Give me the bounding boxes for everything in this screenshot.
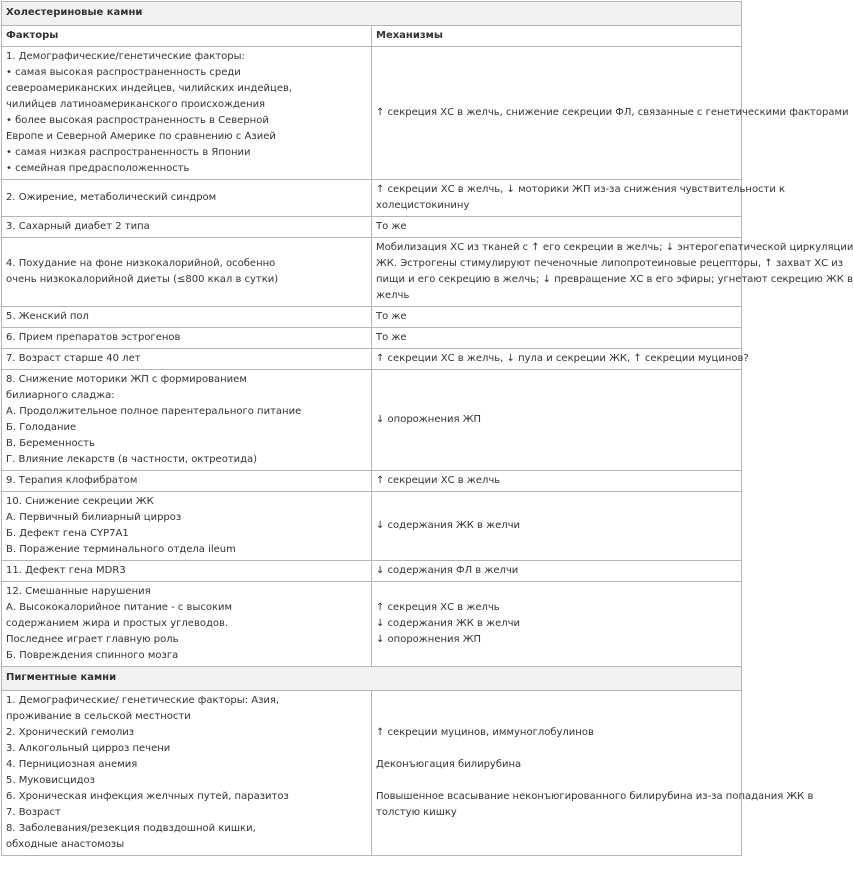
cell-line: билиарного сладжа: xyxy=(6,390,115,401)
cell-line: Г. Влияние лекарств (в частности, октреотида) xyxy=(6,454,258,465)
cell-line: 5. Женский пол xyxy=(6,311,89,322)
cell-line: Б. Повреждения спинного мозга xyxy=(6,650,179,661)
mechanism-cell xyxy=(372,349,749,370)
column-header-factors: Факторы xyxy=(2,26,372,47)
factor-cell xyxy=(2,561,372,582)
table-row xyxy=(2,471,742,492)
cell-line: 12. Смешанные нарушения xyxy=(6,586,151,597)
mechanism-cell xyxy=(372,370,742,471)
cell-line: холецистокинину xyxy=(376,200,470,211)
cell-line: Б. Голодание xyxy=(6,422,77,433)
table-row xyxy=(2,691,742,856)
cell-line: ↓ содержания ФЛ в желчи xyxy=(376,565,519,576)
cell-line: ↑ секреции ХС в желчь xyxy=(376,475,501,486)
cell-line: 3. Алкогольный цирроз печени xyxy=(6,743,171,754)
cell-line: обходные анастомозы xyxy=(6,839,125,850)
mechanism-cell xyxy=(372,47,849,180)
factor-cell xyxy=(2,238,372,307)
cell-line: 4. Пернициозная анемия xyxy=(6,759,138,770)
mechanism-cell xyxy=(372,180,786,217)
cell-line: 8. Заболевания/резекция подвздошной кишки, xyxy=(6,823,256,834)
cell-line: содержанием жира и простых углеводов. xyxy=(6,618,229,629)
factor-cell xyxy=(2,370,372,471)
cell-line: ↓ опорожнения ЖП xyxy=(376,634,482,645)
cell-line: ↑ секреции ХС в желчь, ↓ моторики ЖП из-за снижения чувствительности к xyxy=(376,184,786,195)
cell-line: ↑ секреция ХС в желчь, снижение секреции ФЛ, связанные с генетическими факторами xyxy=(376,107,849,118)
cell-line: 1. Демографические/генетические факторы: xyxy=(6,51,245,62)
section-title: Пигментные камни xyxy=(2,667,742,691)
cell-line: желчь xyxy=(376,290,410,301)
cell-line: 11. Дефект гена MDR3 xyxy=(6,565,126,576)
mechanism-cell xyxy=(372,492,742,561)
table-row xyxy=(2,328,742,349)
cell-line: ↑ секреции ХС в желчь, ↓ пула и секреции ЖК, ↑ секреции муцинов? xyxy=(376,353,749,364)
factor-cell xyxy=(2,307,372,328)
cell-line: 6. Прием препаратов эстрогенов xyxy=(6,332,181,343)
factor-cell xyxy=(2,582,372,667)
cell-line: Европе и Северной Америке по сравнению с Азией xyxy=(6,131,276,142)
table-row xyxy=(2,180,742,217)
table-row xyxy=(2,561,742,582)
mechanism-cell xyxy=(372,328,742,349)
cell-line: 2. Ожирение, метаболический синдром xyxy=(6,192,217,203)
cell-line: 6. Хроническая инфекция желчных путей, паразитоз xyxy=(6,791,289,802)
mechanism-cell xyxy=(372,217,742,238)
mechanism-cell xyxy=(372,238,853,307)
cell-line: То же xyxy=(376,311,407,322)
table-row xyxy=(2,307,742,328)
gallstones-table xyxy=(1,1,853,856)
section-header-pigment xyxy=(2,667,742,691)
factor-cell xyxy=(2,691,372,856)
group-spacer xyxy=(376,741,737,757)
cell-line: 4. Похудание на фоне низкокалорийной, особенно xyxy=(6,258,276,269)
table-row xyxy=(2,582,742,667)
cell-line: А. Высококалорийное питание - с высоким xyxy=(6,602,233,613)
cell-line: ↓ опорожнения ЖП xyxy=(376,414,482,425)
cell-line: • самая низкая распространенность в Японии xyxy=(6,147,251,158)
cell-line: • более высокая распространенность в Северной xyxy=(6,115,269,126)
cell-line: 8. Снижение моторики ЖП с формированием xyxy=(6,374,247,385)
factor-cell xyxy=(2,471,372,492)
cell-line: ↑ секреция ХС в желчь xyxy=(376,602,500,613)
factor-cell xyxy=(2,492,372,561)
group-spacer xyxy=(376,773,737,789)
cell-line: То же xyxy=(376,332,407,343)
cell-line: В. Поражение терминального отдела ileum xyxy=(6,544,236,555)
cell-line: ЖК. Эстрогены стимулируют печеночные липопротеиновые рецепторы, ↑ захват ХС из xyxy=(376,258,844,269)
section-title: Холестериновые камни xyxy=(2,2,742,26)
cell-line: 9. Терапия клофибратом xyxy=(6,475,138,486)
table-row xyxy=(2,370,742,471)
cell-line: А. Продолжительное полное парентерального питание xyxy=(6,406,302,417)
mechanism-cell xyxy=(372,561,742,582)
cell-line: 2. Хронический гемолиз xyxy=(6,727,135,738)
table-row xyxy=(2,349,742,370)
section-header-cholesterol xyxy=(2,2,742,26)
cell-line: Б. Дефект гена CYP7A1 xyxy=(6,528,129,539)
table-row xyxy=(2,47,742,180)
cell-line: чилийцев латиноамериканского происхождения xyxy=(6,99,266,110)
table-row xyxy=(2,492,742,561)
column-header-row xyxy=(2,26,742,47)
cell-line: ↓ содержания ЖК в желчи xyxy=(376,618,521,629)
mechanism-cell xyxy=(372,307,742,328)
cell-line: проживание в сельской местности xyxy=(6,711,191,722)
cell-line: 3. Сахарный диабет 2 типа xyxy=(6,221,150,232)
cell-line: • семейная предрасположенность xyxy=(6,163,190,174)
column-header-mechanisms: Механизмы xyxy=(372,26,742,47)
cell-line: пищи и его секрецию в желчь; ↓ превращение ХС в его эфиры; угнетают секрецию ЖК в xyxy=(376,274,853,285)
factor-cell xyxy=(2,328,372,349)
cell-line: ↓ содержания ЖК в желчи xyxy=(376,520,521,531)
cell-line: В. Беременность xyxy=(6,438,95,449)
mechanism-cell xyxy=(372,691,814,856)
cell-line: 1. Демографические/ генетические факторы: Азия, xyxy=(6,695,280,706)
factor-cell xyxy=(2,47,372,180)
cell-line: Повышенное всасывание неконъюгированного билирубина из-за попадания ЖК в xyxy=(376,791,814,802)
mechanism-cell xyxy=(372,582,742,667)
factor-cell xyxy=(2,349,372,370)
cell-line: 7. Возраст xyxy=(6,807,61,818)
cell-line: североамериканских индейцев, чилийских индейцев, xyxy=(6,83,293,94)
cell-line: • самая высокая распространенность среди xyxy=(6,67,241,78)
factor-cell xyxy=(2,217,372,238)
cell-line: То же xyxy=(376,221,407,232)
cell-line: толстую кишку xyxy=(376,807,457,818)
table-body xyxy=(2,2,853,856)
cell-line: А. Первичный билиарный цирроз xyxy=(6,512,182,523)
cell-line: Последнее играет главную роль xyxy=(6,634,179,645)
cell-line: 7. Возраст старше 40 лет xyxy=(6,353,141,364)
cell-line: 10. Снижение секреции ЖК xyxy=(6,496,154,507)
factor-cell xyxy=(2,180,372,217)
table-row xyxy=(2,217,742,238)
table-row xyxy=(2,238,742,307)
cell-line: Мобилизация ХС из тканей с ↑ его секреции в желчь; ↓ энтерогепатической циркуляции xyxy=(376,242,853,253)
cell-line: очень низкокалорийной диеты (≤800 ккал в сутки) xyxy=(6,274,279,285)
cell-line: Деконъюгация билирубина xyxy=(376,759,522,770)
cell-line: ↑ секреции муцинов, иммуноглобулинов xyxy=(376,727,594,738)
cell-line: 5. Муковисцидоз xyxy=(6,775,95,786)
mechanism-cell xyxy=(372,471,742,492)
